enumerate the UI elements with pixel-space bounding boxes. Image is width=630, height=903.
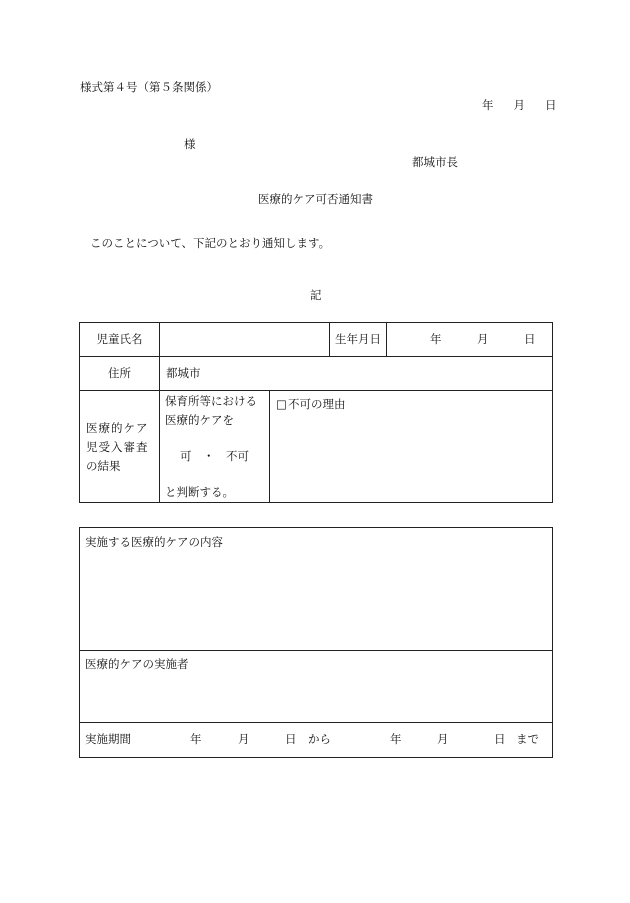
result-label-line-2: 児受入審査 [86, 440, 149, 454]
care-content-label: 実施する医療的ケアの内容 [85, 535, 223, 549]
birth-month: 月 [477, 332, 489, 346]
to-year: 年 [390, 732, 402, 746]
child-name-label: 児童氏名 [80, 323, 160, 357]
from-year: 年 [190, 732, 202, 746]
period-label: 実施期間 [85, 732, 131, 746]
from-month: 月 [238, 732, 250, 746]
date-line [482, 100, 557, 112]
birth-day: 日 [524, 332, 536, 346]
address-field[interactable] [160, 357, 553, 391]
address-label: 住所 [80, 357, 160, 391]
ki-label: 記 [310, 288, 322, 302]
reason-label: 不可の理由 [288, 397, 346, 411]
care-performer-label: 医療的ケアの実施者 [85, 657, 189, 671]
period-cell[interactable] [80, 723, 553, 758]
date-month: 月 [513, 98, 525, 112]
reason-checkbox[interactable]: □ [276, 397, 287, 411]
possible-option[interactable]: 可 [180, 449, 192, 463]
date-day: 日 [545, 98, 557, 112]
date-year: 年 [482, 98, 494, 112]
judgement-line-2: 医療的ケアを [165, 413, 234, 427]
document-title: 医療的ケア可否通知書 [258, 192, 373, 206]
until-text: まで [516, 732, 539, 746]
judged-text: と判断する。 [165, 485, 234, 499]
option-separator: ・ [203, 449, 215, 463]
result-label-line-3: の結果 [86, 459, 121, 473]
form-number: 様式第４号（第５条関係） [80, 80, 218, 94]
to-month: 月 [437, 732, 449, 746]
care-performer-cell[interactable] [80, 651, 553, 723]
child-name-field[interactable] [160, 323, 330, 357]
addressee-suffix: 様 [184, 137, 196, 151]
care-content-cell[interactable] [80, 528, 553, 651]
to-day: 日 [494, 732, 506, 746]
judgement-line-1: 保育所等における [165, 394, 257, 408]
care-table [79, 527, 553, 758]
birth-year: 年 [430, 332, 442, 346]
intro-text: このことについて、下記のとおり通知します。 [90, 236, 331, 250]
from-text: から [308, 732, 331, 746]
birth-date-field[interactable] [387, 323, 553, 357]
reason-cell[interactable] [270, 391, 553, 503]
sender: 都城市長 [412, 155, 458, 169]
from-day: 日 [285, 732, 297, 746]
review-table [79, 322, 553, 503]
birth-label: 生年月日 [330, 323, 387, 357]
judgement-cell [160, 391, 270, 503]
impossible-option[interactable]: 不可 [226, 449, 249, 463]
result-label [80, 391, 160, 503]
result-label-line-1: 医療的ケア [86, 421, 149, 435]
address-value: 都城市 [166, 365, 201, 380]
